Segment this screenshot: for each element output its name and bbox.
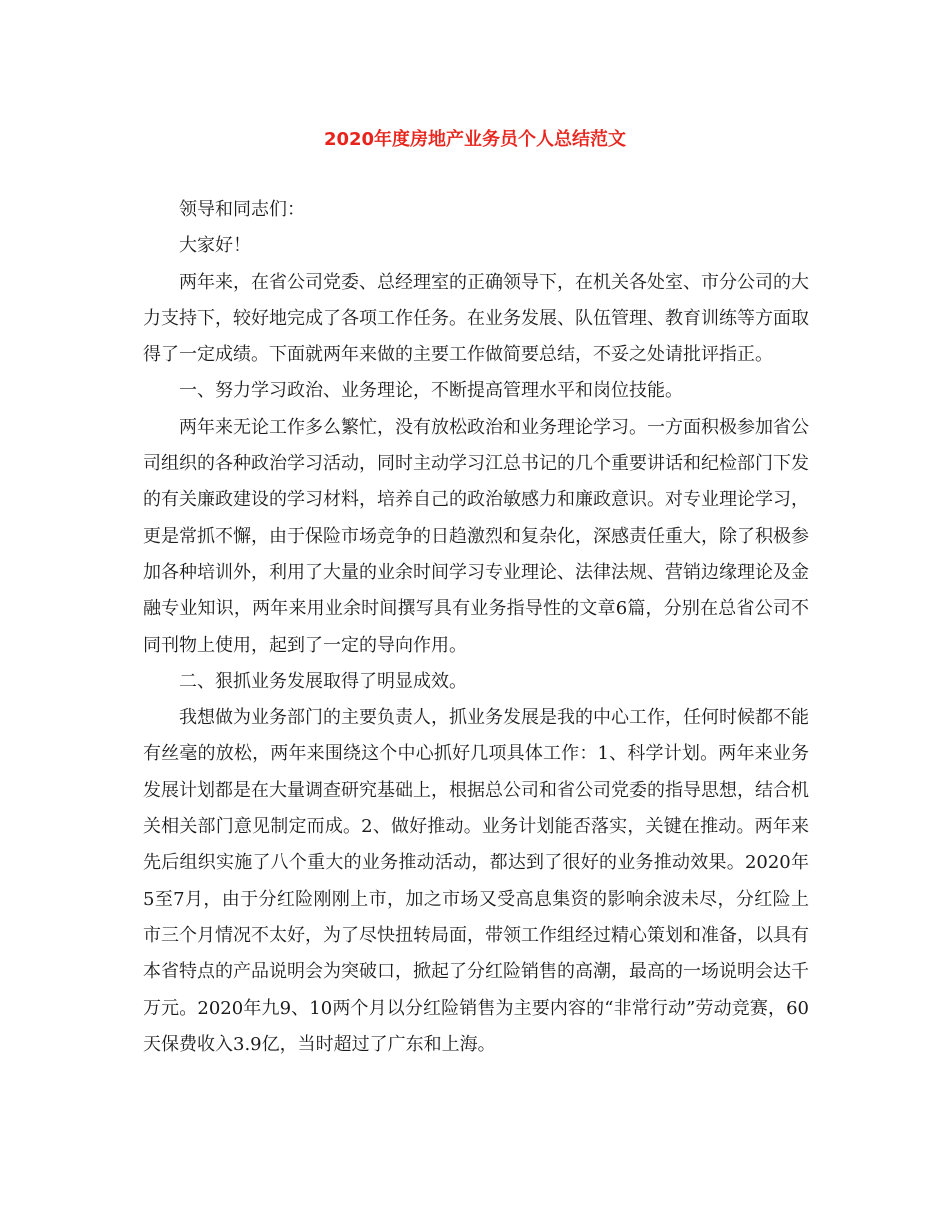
section-heading-2: 二、狠抓业务发展取得了明显成效。 (179, 670, 467, 692)
section-heading-1: 一、努力学习政治、业务理论，不断提高管理水平和岗位技能。 (179, 380, 683, 402)
paragraph-greeting: 大家好！ (179, 235, 251, 257)
paragraph-section-2: 我想做为业务部门的主要负责人，抓业务发展是我的中心工作，任何时候都不能有丝毫的放松，两年来围绕这个中心抓好几项具体工作：1、科学计划。两年来业务发展计划都是在大量调查研究基础上，根据总公司和省公司党委的指导思想，结合机关相关部门意见制定而成。2、做好推动。业务计划能否落实，关键在推动。两年来先后组织实施了八个重大的业务推动活动，都达到了很好的业务推动效果。2020年5至7月，由于分红险刚刚上市，加之市场又受高息集资的影响余波未尽，分红险上市三个月情况不太好，为了尽快扭转局面，带领工作组经过精心策划和准备，以具有本省特点的产品说明会为突破口，掀起了分红险销售的高潮，最高的一场说明会达千万元。2020年九9、10两个月以分红险销售为主要内容的“非常行动”劳动竞赛，60天保费收入3.9亿，当时超过了广东和上海。 (143, 707, 809, 1055)
document-title: 2020年度房地产业务员个人总结范文 (323, 129, 627, 150)
paragraph-intro: 两年来，在省公司党委、总经理室的正确领导下，在机关各处室、市分公司的大力支持下，较好地完成了各项工作任务。在业务发展、队伍管理、教育训练等方面取得了一定成绩。下面就两年来做的主要工作做简要总结，不妥之处请批评指正。 (143, 271, 809, 366)
paragraph-salutation: 领导和同志们： (179, 199, 305, 220)
document-body (143, 192, 809, 1063)
paragraph-section-1: 两年来无论工作多么繁忙，没有放松政治和业务理论学习。一方面积极参加省公司组织的各种政治学习活动，同时主动学习江总书记的几个重要讲话和纪检部门下发的有关廉政建设的学习材料，培养自己的政治敏感力和廉政意识。对专业理论学习，更是常抓不懈，由于保险市场竞争的日趋激烈和复杂化，深感责任重大，除了积极参加各种培训外，利用了大量的业余时间学习专业理论、法律法规、营销边缘理论及金融专业知识，两年来用业余时间撰写具有业务指导性的文章6篇，分别在总省公司不同刊物上使用，起到了一定的导向作用。 (143, 416, 809, 656)
